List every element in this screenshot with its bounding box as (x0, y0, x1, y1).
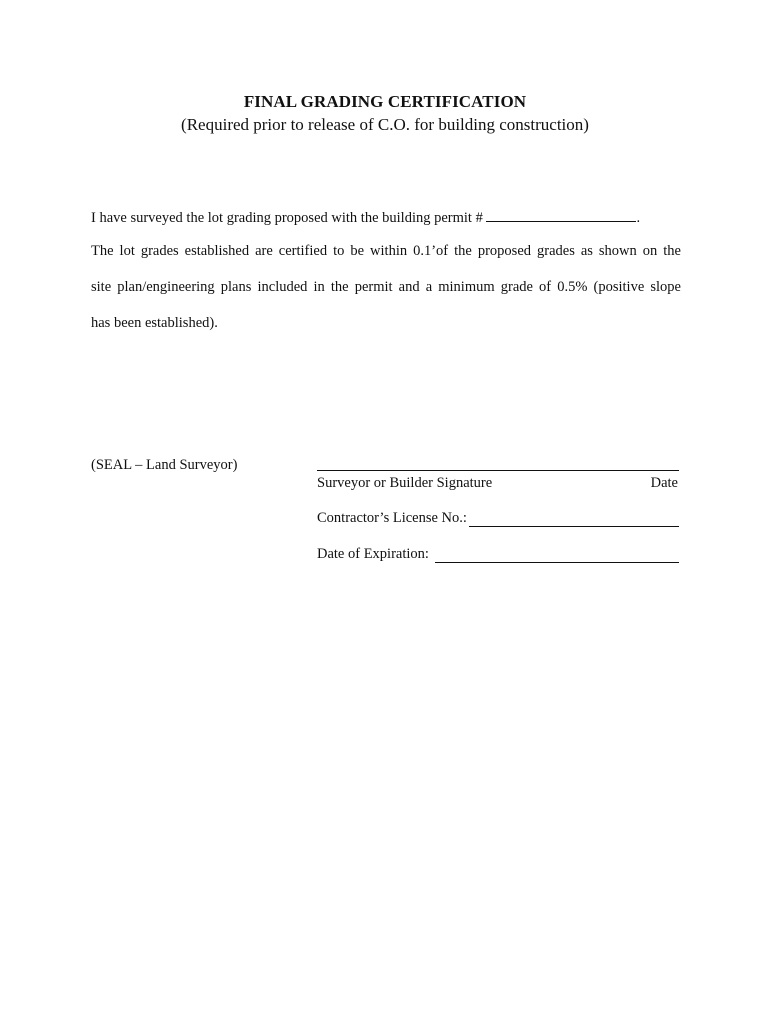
paragraph-line-2: The lot grades established are certified to be within 0.1’of the proposed grades as shown on the (91, 243, 681, 259)
expiration-date-field[interactable] (435, 548, 679, 563)
permit-number-field[interactable] (486, 207, 636, 222)
permit-line-period: . (636, 210, 641, 226)
license-label: Contractor’s License No.: (317, 510, 467, 526)
signature-date-label: Date (650, 475, 678, 491)
expiration-row (317, 546, 679, 563)
expiration-label: Date of Expiration: (317, 546, 429, 562)
license-number-field[interactable] (469, 512, 679, 527)
document-subtitle: (Required prior to release of C.O. for building construction) (181, 115, 589, 134)
permit-statement: I have surveyed the lot grading proposed with the building permit # (91, 210, 483, 226)
document-title: FINAL GRADING CERTIFICATION (243, 92, 527, 111)
seal-label: (SEAL – Land Surveyor) (91, 457, 238, 473)
signature-line[interactable] (317, 470, 679, 471)
paragraph-line-3: site plan/engineering plans included in the permit and a minimum grade of 0.5% (positive slope (91, 279, 681, 295)
signature-caption: Surveyor or Builder Signature (317, 475, 493, 491)
paragraph-line-4: has been established). (91, 315, 218, 331)
paragraph-line-1 (91, 207, 681, 227)
license-row (317, 510, 679, 527)
